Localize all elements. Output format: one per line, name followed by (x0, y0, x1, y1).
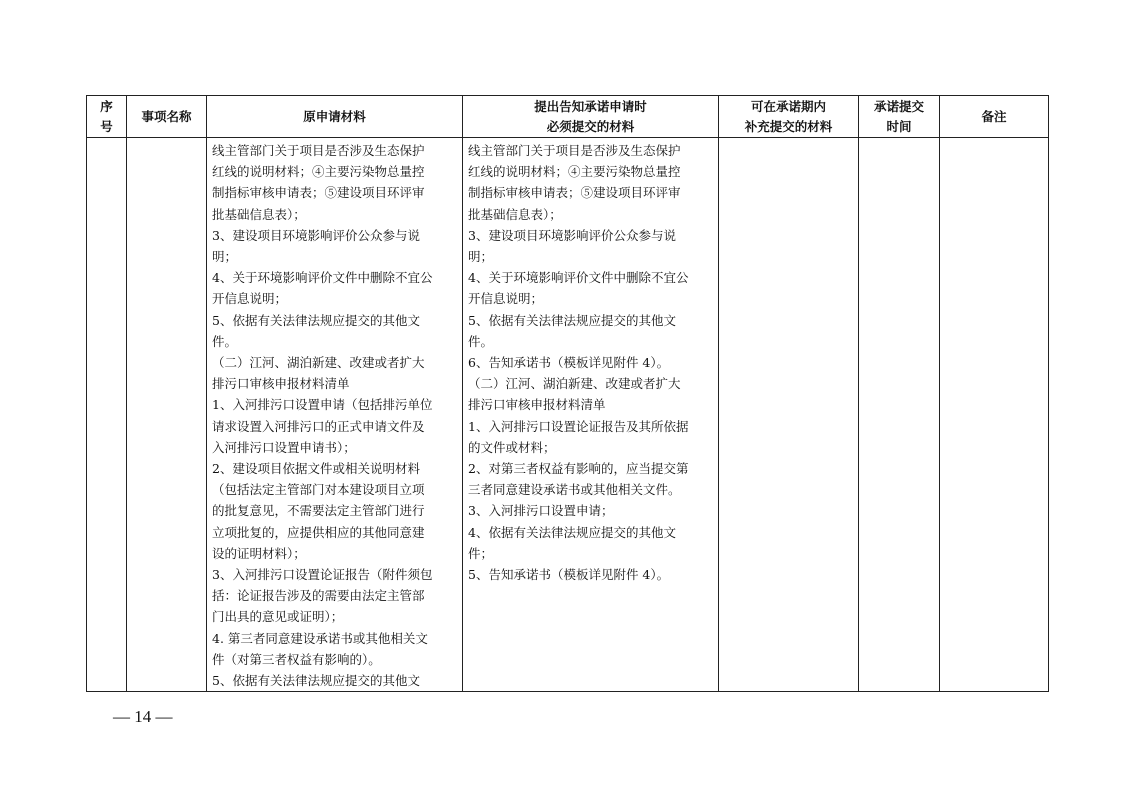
header-supplement-materials (719, 96, 859, 138)
text-line: 1、入河排污口设置论证报告及其所依据 (468, 418, 689, 434)
text-line: 红线的说明材料；④主要污染物总量控 (212, 164, 425, 180)
text-line: 件。 (468, 333, 494, 349)
text-line: （二）江河、湖泊新建、改建或者扩大 (468, 376, 681, 392)
original-materials-text (207, 138, 462, 691)
cell-item-name (127, 138, 207, 692)
text-line: 设的证明材料）； (212, 545, 306, 561)
text-line: 件（对第三者权益有影响的）。 (212, 651, 381, 667)
cell-required-materials (463, 138, 719, 692)
header-original-materials-label: 原申请材料 (303, 108, 366, 124)
text-line: 批基础信息表）； (212, 206, 306, 222)
text-line: 4. 第三者同意建设承诺书或其他相关文 (212, 630, 428, 646)
text-line: 3、建设项目环境影响评价公众参与说 (468, 227, 676, 243)
materials-table (86, 95, 1049, 692)
header-supplement-materials-label: 可在承诺期内 补充提交的材料 (744, 98, 833, 134)
cell-seq (87, 138, 127, 692)
text-line: 件； (468, 545, 494, 561)
text-line: 5、依据有关法律法规应提交的其他文 (212, 312, 420, 328)
text-line: 门出具的意见或证明）； (212, 609, 344, 625)
header-required-materials-label: 提出告知承诺申请时 必须提交的材料 (534, 98, 647, 134)
text-line: 批基础信息表）； (468, 206, 562, 222)
text-line: 3、入河排污口设置申请； (468, 503, 614, 519)
text-line: 括：论证报告涉及的需要由法定主管部 (212, 588, 425, 604)
text-line: 4、关于环境影响评价文件中删除不宜公 (212, 270, 433, 286)
cell-supplement-materials (719, 138, 859, 692)
header-remarks (940, 96, 1049, 138)
text-line: 3、入河排污口设置论证报告（附件须包 (212, 567, 433, 583)
text-line: 排污口审核申报材料清单 (212, 376, 350, 392)
text-line: 5、依据有关法律法规应提交的其他文 (212, 673, 420, 689)
text-line: 6、告知承诺书（模板详见附件 4）。 (468, 355, 670, 371)
header-remarks-label: 备注 (981, 108, 1007, 124)
page-number: — 14 — (113, 707, 173, 726)
text-line: 排污口审核申报材料清单 (468, 397, 606, 413)
header-seq (87, 96, 127, 138)
text-line: 3、建设项目环境影响评价公众参与说 (212, 227, 420, 243)
text-line: 1、入河排污口设置申请（包括排污单位 (212, 397, 433, 413)
cell-commit-time (859, 138, 940, 692)
header-original-materials (207, 96, 463, 138)
text-line: （二）江河、湖泊新建、改建或者扩大 (212, 355, 425, 371)
text-line: 明； (212, 249, 238, 265)
table-row (87, 138, 1049, 692)
text-line: 5、告知承诺书（模板详见附件 4）。 (468, 567, 670, 583)
text-line: 线主管部门关于项目是否涉及生态保护 (212, 143, 425, 158)
table-header-row (87, 96, 1049, 138)
text-line: 2、建设项目依据文件或相关说明材料 (212, 461, 420, 477)
text-line: 件。 (212, 333, 238, 349)
text-line: 线主管部门关于项目是否涉及生态保护 (468, 143, 681, 158)
text-line: 入河排污口设置申请书）； (212, 439, 356, 455)
cell-original-materials (207, 138, 463, 692)
header-seq-label: 序 号 (100, 98, 113, 134)
text-line: 开信息说明； (468, 291, 544, 307)
text-line: 红线的说明材料；④主要污染物总量控 (468, 164, 681, 180)
text-line: 立项批复的，应提供相应的其他同意建 (212, 524, 425, 540)
text-line: 请求设置入河排污口的正式申请文件及 (212, 418, 425, 434)
text-line: 的文件或材料； (468, 439, 556, 455)
header-item-name (127, 96, 207, 138)
text-line: 的批复意见，不需要法定主管部门进行 (212, 503, 425, 519)
required-materials-text (463, 138, 718, 585)
cell-remarks (940, 138, 1049, 692)
text-line: 三者同意建设承诺书或其他相关文件。 (468, 482, 681, 498)
text-line: 4、依据有关法律法规应提交的其他文 (468, 524, 676, 540)
text-line: 明； (468, 249, 494, 265)
text-line: 制指标审核申请表；⑤建设项目环评审 (468, 185, 681, 201)
header-item-name-label: 事项名称 (141, 108, 192, 124)
text-line: 开信息说明； (212, 291, 288, 307)
header-required-materials (463, 96, 719, 138)
text-line: 4、关于环境影响评价文件中删除不宜公 (468, 270, 689, 286)
text-line: 5、依据有关法律法规应提交的其他文 (468, 312, 676, 328)
header-commit-time (859, 96, 940, 138)
header-commit-time-label: 承诺提交 时间 (873, 98, 924, 134)
text-line: 制指标审核申请表；⑤建设项目环评审 (212, 185, 425, 201)
text-line: （包括法定主管部门对本建设项目立项 (212, 482, 425, 498)
text-line: 2、对第三者权益有影响的，应当提交第 (468, 461, 689, 477)
